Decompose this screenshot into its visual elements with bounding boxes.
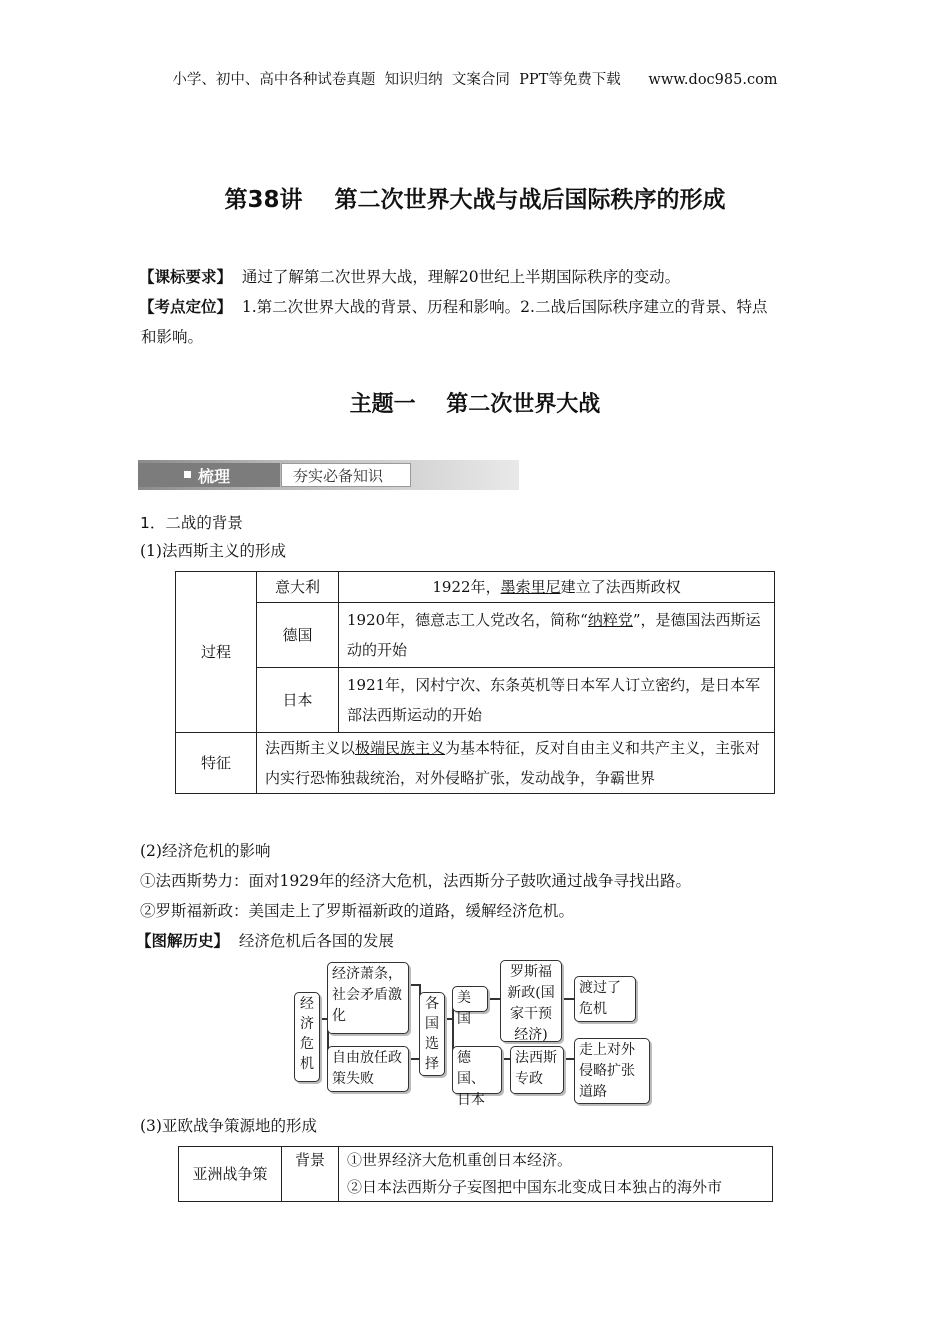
- result-survive-box: 渡过了危机: [574, 976, 636, 1022]
- country-italy: 意大利: [257, 572, 339, 603]
- result-aggression-box: 走上对外侵略扩张道路: [574, 1038, 650, 1104]
- table-row: [176, 668, 775, 733]
- table-row: [179, 1147, 773, 1202]
- diagram-title: 经济危机后各国的发展: [238, 932, 394, 950]
- background-detail: ①世界经济大危机重创日本经济。 ②日本法西斯分子妄图把中国东北变成日本独占的海外市: [339, 1147, 773, 1202]
- square-bullet-icon: [184, 471, 191, 478]
- country-japan: 日本: [257, 668, 339, 733]
- positioning-text-2: 和影响。: [141, 328, 204, 346]
- process-label: 过程: [176, 572, 257, 733]
- country-germany: 德国: [257, 603, 339, 668]
- positioning-text-1: 1.第二次世界大战的背景、历程和影响。2.二战后国际秩序建立的背景、特点: [241, 298, 768, 316]
- italy-detail: 1922年，墨索里尼建立了法西斯政权: [339, 572, 775, 603]
- connector-line: [564, 1058, 574, 1060]
- requirement-label: 【课标要求】: [139, 268, 233, 286]
- banner-subtitle: 夯实必备知识: [293, 467, 384, 485]
- germany-detail: 1920年，德意志工人党改名，简称“纳粹党”，是德国法西斯运动的开始: [339, 603, 775, 668]
- crisis-box: 经济危机: [294, 992, 320, 1082]
- page-header: 小学、初中、高中各种试卷真题 知识归纳 文案合同 PPT等免费下载 www.doc985.com: [172, 72, 778, 88]
- exam-positioning: [139, 292, 829, 322]
- cause-depression-box: 经济萧条，社会矛盾激化: [327, 962, 409, 1034]
- fascist-dictatorship-box: 法西斯专政: [510, 1046, 564, 1094]
- positioning-label: 【考点定位】: [139, 298, 233, 316]
- curriculum-requirement: [139, 262, 819, 292]
- table-row: [176, 733, 775, 794]
- section-heading-1: 1．二战的背景: [140, 514, 243, 532]
- banner-label: 梳理: [198, 467, 231, 486]
- asia-war-source-label: 亚洲战争策: [179, 1147, 282, 1202]
- cause-laissez-faire-box: 自由放任政策失败: [327, 1046, 409, 1092]
- choice-box: 各国选择: [419, 992, 445, 1076]
- germany-japan-box: 德国、日本: [452, 1046, 502, 1094]
- usa-box: 美国: [452, 986, 488, 1012]
- table-row: [176, 603, 775, 668]
- crisis-item-2: ②罗斯福新政：美国走上了罗斯福新政的道路，缓解经济危机。: [140, 902, 575, 920]
- connector-line: [560, 998, 574, 1000]
- subsection-2: (2)经济危机的影响: [140, 842, 271, 860]
- crisis-diagram: [292, 958, 652, 1108]
- fascism-table: [175, 571, 775, 794]
- japan-detail: 1921年，冈村宁次、东条英机等日本军人订立密约，是日本军部法西斯运动的开始: [339, 668, 775, 733]
- topic-title: 主题一 第二次世界大战: [349, 392, 601, 417]
- feature-detail: 法西斯主义以极端民族主义为基本特征，反对自由主义和共产主义，主张对内实行恐怖独裁统治，对外侵略扩张，发动战争，争霸世界: [257, 733, 775, 794]
- connector-line: [488, 998, 500, 1000]
- subsection-1: (1)法西斯主义的形成: [140, 542, 286, 560]
- war-source-table: [178, 1146, 773, 1202]
- section-banner: [138, 460, 519, 490]
- diagram-caption: [136, 926, 394, 956]
- subsection-3: (3)亚欧战争策源地的形成: [140, 1117, 317, 1135]
- table-row: [176, 572, 775, 603]
- crisis-item-1: ①法西斯势力：面对1929年的经济大危机，法西斯分子鼓吹通过战争寻找出路。: [140, 872, 691, 890]
- new-deal-box: 罗斯福新政(国家干预经济): [500, 960, 562, 1042]
- feature-label: 特征: [176, 733, 257, 794]
- requirement-text: 通过了解第二次世界大战，理解20世纪上半期国际秩序的变动。: [241, 268, 681, 286]
- background-label: 背景: [282, 1147, 339, 1202]
- diagram-label: 【图解历史】: [136, 932, 230, 950]
- lecture-title: 第38讲 第二次世界大战与战后国际秩序的形成: [224, 187, 726, 213]
